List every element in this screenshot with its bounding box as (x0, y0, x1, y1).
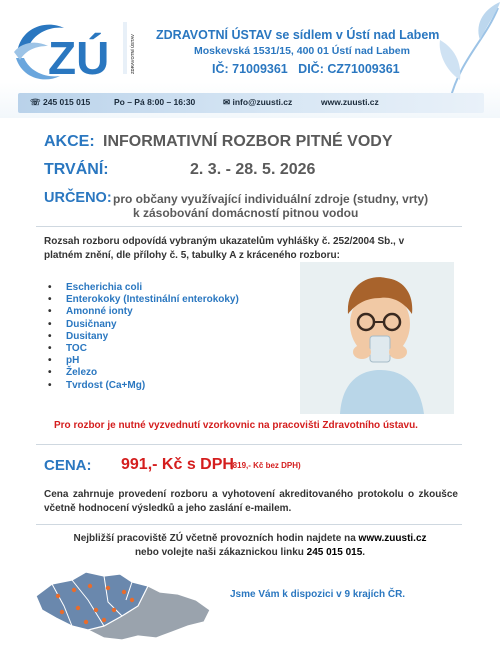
email-address: info@zuusti.cz (232, 97, 293, 107)
price-label: CENA: (44, 457, 92, 474)
child-drinking-photo (300, 262, 454, 414)
footer-info (40, 532, 460, 559)
email-contact[interactable] (223, 97, 292, 108)
divider (36, 524, 462, 525)
list-item: • Escherichia coli (48, 282, 239, 294)
parameter-list (48, 282, 239, 392)
footer-phone[interactable]: 245 015 015 (306, 546, 363, 558)
phone-icon: ☏ (30, 97, 41, 107)
akce-value: INFORMATIVNÍ ROZBOR PITNÉ VODY (103, 133, 393, 150)
list-item: • pH (48, 355, 239, 367)
price-value: 991,- Kč s DPH (121, 456, 234, 473)
footer-line2-end: . (362, 546, 366, 558)
price-description: Cena zahrnuje provedení rozboru a vyhotovení akreditovaného protokolu o zkoušce včetně hodnocení výsledků a jeho zaslání e-mailem. (44, 489, 458, 514)
pickup-notice: Pro rozbor je nutné vyzvednutí vzorkovnic na pracovišti Zdravotního ústavu. (54, 420, 418, 431)
phone-contact[interactable] (30, 97, 90, 108)
divider (36, 444, 462, 445)
divider (36, 226, 462, 227)
org-name: ZDRAVOTNÍ ÚSTAV se sídlem v Ústí nad Labem (156, 28, 440, 42)
phone-number: 245 015 015 (43, 97, 91, 107)
list-item: • Tvrdost (Ca+Mg) (48, 380, 239, 392)
czech-map-icon (28, 566, 216, 646)
akce-label: AKCE: (44, 133, 95, 150)
opening-hours: Po – Pá 8:00 – 16:30 (114, 97, 196, 107)
web-link[interactable]: www.zuusti.cz (321, 97, 379, 107)
price-without-vat: (819,- Kč bez DPH) (230, 461, 301, 470)
logo-text: ZÚ (48, 32, 110, 84)
scope-description: Rozsah rozboru odpovídá vybraným ukazatelům vyhlášky č. 252/2004 Sb., v platném znění, dle přílohy č. 5, tabulky A z kráceného rozboru: (44, 236, 405, 261)
email-icon: ✉ (223, 97, 231, 107)
list-item: • Dusitany (48, 331, 239, 343)
org-address: Moskevská 1531/15, 400 01 Ústí nad Labem (194, 45, 410, 57)
list-item: • Železo (48, 367, 239, 379)
list-item: • Dusičnany (48, 319, 239, 331)
trvani-value: 2. 3. - 28. 5. 2026 (190, 161, 316, 178)
list-item: • TOC (48, 343, 239, 355)
regions-text: Jsme Vám k dispozici v 9 krajích ČR. (230, 589, 406, 600)
footer-line2-text: nebo volejte naši zákaznickou linku (134, 546, 307, 558)
org-ic-dic: IČ: 71009361 DIČ: CZ71009361 (212, 62, 400, 76)
urceno-line-1: pro občany využívající individuální zdroje (studny, vrty) (113, 192, 429, 206)
urceno-line-2: k zásobování domácností pitnou vodou (133, 206, 359, 220)
logo-vertical-text: ZDRAVOTNÍ ÚSTAV (130, 34, 135, 74)
trvani-label: TRVÁNÍ: (44, 161, 109, 178)
zu-logo (14, 18, 142, 84)
urceno-label: URČENO: (44, 190, 112, 206)
footer-line1-text: Nejbližší pracoviště ZÚ včetně provozních hodin najdete na (73, 533, 359, 544)
list-item: • Enterokoky (Intestinální enterokoky) (48, 294, 239, 306)
footer-web-link[interactable]: www.zuusti.cz (358, 533, 427, 544)
list-item: • Amonné ionty (48, 306, 239, 318)
